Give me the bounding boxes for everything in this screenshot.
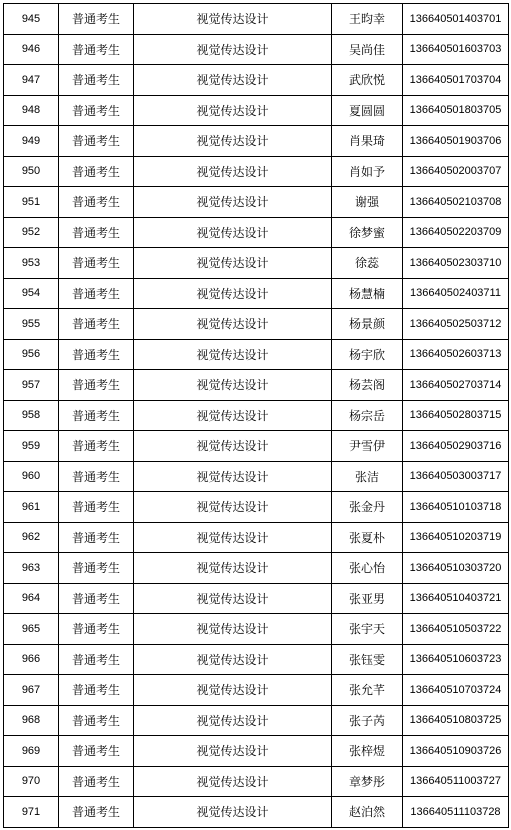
student-name-cell: 杨宗岳 <box>332 400 403 431</box>
table-row <box>4 431 509 462</box>
student-name-cell: 肖果琦 <box>332 126 403 157</box>
major-cell: 视觉传达设计 <box>134 309 332 340</box>
major-cell: 视觉传达设计 <box>134 4 332 35</box>
exam-id-cell: 136640510103718 <box>403 492 509 523</box>
table-row <box>4 614 509 645</box>
row-number-cell: 946 <box>4 34 59 65</box>
exam-id-cell: 136640510503722 <box>403 614 509 645</box>
candidate-type-cell: 普通考生 <box>59 522 134 553</box>
major-cell: 视觉传达设计 <box>134 187 332 218</box>
row-number-cell: 949 <box>4 126 59 157</box>
exam-id-cell: 136640503003717 <box>403 461 509 492</box>
table-row <box>4 126 509 157</box>
table-row <box>4 492 509 523</box>
row-number-cell: 967 <box>4 675 59 706</box>
table-row <box>4 736 509 767</box>
row-number-cell: 958 <box>4 400 59 431</box>
student-name-cell: 徐蕊 <box>332 248 403 279</box>
table-row <box>4 248 509 279</box>
major-cell: 视觉传达设计 <box>134 675 332 706</box>
student-name-cell: 张洁 <box>332 461 403 492</box>
major-cell: 视觉传达设计 <box>134 126 332 157</box>
exam-id-cell: 136640501903706 <box>403 126 509 157</box>
exam-id-cell: 136640502803715 <box>403 400 509 431</box>
student-name-cell: 张金丹 <box>332 492 403 523</box>
student-name-cell: 赵泊然 <box>332 797 403 828</box>
student-name-cell: 武欣悦 <box>332 65 403 96</box>
table-row <box>4 187 509 218</box>
row-number-cell: 960 <box>4 461 59 492</box>
major-cell: 视觉传达设计 <box>134 248 332 279</box>
table-row <box>4 370 509 401</box>
row-number-cell: 964 <box>4 583 59 614</box>
exam-id-cell: 136640510803725 <box>403 705 509 736</box>
exam-id-cell: 136640501703704 <box>403 65 509 96</box>
row-number-cell: 955 <box>4 309 59 340</box>
exam-id-cell: 136640502603713 <box>403 339 509 370</box>
candidate-type-cell: 普通考生 <box>59 797 134 828</box>
major-cell: 视觉传达设计 <box>134 644 332 675</box>
major-cell: 视觉传达设计 <box>134 431 332 462</box>
candidate-type-cell: 普通考生 <box>59 431 134 462</box>
major-cell: 视觉传达设计 <box>134 339 332 370</box>
table-row <box>4 156 509 187</box>
exam-id-cell: 136640502203709 <box>403 217 509 248</box>
candidate-type-cell: 普通考生 <box>59 126 134 157</box>
candidate-type-cell: 普通考生 <box>59 187 134 218</box>
major-cell: 视觉传达设计 <box>134 797 332 828</box>
candidate-type-cell: 普通考生 <box>59 583 134 614</box>
row-number-cell: 952 <box>4 217 59 248</box>
table-row <box>4 553 509 584</box>
student-name-cell: 肖如予 <box>332 156 403 187</box>
major-cell: 视觉传达设计 <box>134 461 332 492</box>
major-cell: 视觉传达设计 <box>134 217 332 248</box>
table-row <box>4 644 509 675</box>
exam-id-cell: 136640502103708 <box>403 187 509 218</box>
table-row <box>4 522 509 553</box>
major-cell: 视觉传达设计 <box>134 736 332 767</box>
row-number-cell: 957 <box>4 370 59 401</box>
exam-id-cell: 136640502303710 <box>403 248 509 279</box>
row-number-cell: 945 <box>4 4 59 35</box>
exam-id-cell: 136640510403721 <box>403 583 509 614</box>
candidate-type-cell: 普通考生 <box>59 705 134 736</box>
table-body <box>4 4 509 828</box>
table-row <box>4 95 509 126</box>
row-number-cell: 966 <box>4 644 59 675</box>
exam-id-cell: 136640502403711 <box>403 278 509 309</box>
exam-id-cell: 136640510303720 <box>403 553 509 584</box>
student-name-cell: 徐梦蜜 <box>332 217 403 248</box>
major-cell: 视觉传达设计 <box>134 492 332 523</box>
major-cell: 视觉传达设计 <box>134 278 332 309</box>
row-number-cell: 959 <box>4 431 59 462</box>
exam-id-cell: 136640511103728 <box>403 797 509 828</box>
candidate-type-cell: 普通考生 <box>59 675 134 706</box>
major-cell: 视觉传达设计 <box>134 156 332 187</box>
candidate-type-cell: 普通考生 <box>59 766 134 797</box>
table-row <box>4 217 509 248</box>
table-row <box>4 766 509 797</box>
row-number-cell: 953 <box>4 248 59 279</box>
exam-id-cell: 136640510603723 <box>403 644 509 675</box>
major-cell: 视觉传达设计 <box>134 34 332 65</box>
exam-id-cell: 136640501803705 <box>403 95 509 126</box>
major-cell: 视觉传达设计 <box>134 614 332 645</box>
table-row <box>4 675 509 706</box>
row-number-cell: 954 <box>4 278 59 309</box>
student-name-cell: 吴尚佳 <box>332 34 403 65</box>
major-cell: 视觉传达设计 <box>134 553 332 584</box>
row-number-cell: 951 <box>4 187 59 218</box>
student-name-cell: 张心怡 <box>332 553 403 584</box>
major-cell: 视觉传达设计 <box>134 65 332 96</box>
candidate-type-cell: 普通考生 <box>59 400 134 431</box>
exam-id-cell: 136640502703714 <box>403 370 509 401</box>
student-name-cell: 张允芊 <box>332 675 403 706</box>
candidate-type-cell: 普通考生 <box>59 95 134 126</box>
candidate-type-cell: 普通考生 <box>59 65 134 96</box>
row-number-cell: 969 <box>4 736 59 767</box>
row-number-cell: 961 <box>4 492 59 523</box>
table-row <box>4 34 509 65</box>
student-name-cell: 王昀幸 <box>332 4 403 35</box>
row-number-cell: 971 <box>4 797 59 828</box>
major-cell: 视觉传达设计 <box>134 766 332 797</box>
table-row <box>4 400 509 431</box>
exam-id-cell: 136640502003707 <box>403 156 509 187</box>
student-name-cell: 杨宇欣 <box>332 339 403 370</box>
student-name-cell: 张宇天 <box>332 614 403 645</box>
student-name-cell: 张钰雯 <box>332 644 403 675</box>
student-name-cell: 杨慧楠 <box>332 278 403 309</box>
row-number-cell: 956 <box>4 339 59 370</box>
row-number-cell: 948 <box>4 95 59 126</box>
major-cell: 视觉传达设计 <box>134 705 332 736</box>
major-cell: 视觉传达设计 <box>134 583 332 614</box>
student-name-cell: 章梦彤 <box>332 766 403 797</box>
candidate-type-cell: 普通考生 <box>59 461 134 492</box>
row-number-cell: 970 <box>4 766 59 797</box>
candidate-type-cell: 普通考生 <box>59 370 134 401</box>
student-name-cell: 张梓煜 <box>332 736 403 767</box>
student-name-cell: 夏圆圆 <box>332 95 403 126</box>
exam-id-cell: 136640510203719 <box>403 522 509 553</box>
student-name-cell: 谢强 <box>332 187 403 218</box>
candidate-type-cell: 普通考生 <box>59 217 134 248</box>
candidate-type-cell: 普通考生 <box>59 492 134 523</box>
candidate-type-cell: 普通考生 <box>59 553 134 584</box>
table-row <box>4 4 509 35</box>
exam-id-cell: 136640501603703 <box>403 34 509 65</box>
table-row <box>4 705 509 736</box>
student-name-cell: 张子芮 <box>332 705 403 736</box>
candidate-type-cell: 普通考生 <box>59 34 134 65</box>
exam-id-cell: 136640510703724 <box>403 675 509 706</box>
candidate-type-cell: 普通考生 <box>59 644 134 675</box>
candidate-type-cell: 普通考生 <box>59 248 134 279</box>
candidate-type-cell: 普通考生 <box>59 736 134 767</box>
major-cell: 视觉传达设计 <box>134 400 332 431</box>
student-name-cell: 杨芸阁 <box>332 370 403 401</box>
row-number-cell: 947 <box>4 65 59 96</box>
exam-id-cell: 136640501403701 <box>403 4 509 35</box>
exam-id-cell: 136640502503712 <box>403 309 509 340</box>
candidate-type-cell: 普通考生 <box>59 309 134 340</box>
table-row <box>4 583 509 614</box>
student-name-cell: 尹雪伊 <box>332 431 403 462</box>
candidate-type-cell: 普通考生 <box>59 278 134 309</box>
student-name-cell: 张亚男 <box>332 583 403 614</box>
candidate-type-cell: 普通考生 <box>59 156 134 187</box>
table-row <box>4 339 509 370</box>
table-row <box>4 309 509 340</box>
row-number-cell: 962 <box>4 522 59 553</box>
row-number-cell: 963 <box>4 553 59 584</box>
candidate-type-cell: 普通考生 <box>59 614 134 645</box>
student-name-cell: 杨景颜 <box>332 309 403 340</box>
major-cell: 视觉传达设计 <box>134 522 332 553</box>
exam-id-cell: 136640511003727 <box>403 766 509 797</box>
table-row <box>4 797 509 828</box>
student-name-cell: 张夏朴 <box>332 522 403 553</box>
table-row <box>4 65 509 96</box>
candidate-type-cell: 普通考生 <box>59 339 134 370</box>
exam-id-cell: 136640510903726 <box>403 736 509 767</box>
row-number-cell: 968 <box>4 705 59 736</box>
row-number-cell: 950 <box>4 156 59 187</box>
major-cell: 视觉传达设计 <box>134 370 332 401</box>
candidate-type-cell: 普通考生 <box>59 4 134 35</box>
exam-id-cell: 136640502903716 <box>403 431 509 462</box>
row-number-cell: 965 <box>4 614 59 645</box>
table-row <box>4 278 509 309</box>
admission-list-table <box>3 3 509 828</box>
table-row <box>4 461 509 492</box>
major-cell: 视觉传达设计 <box>134 95 332 126</box>
